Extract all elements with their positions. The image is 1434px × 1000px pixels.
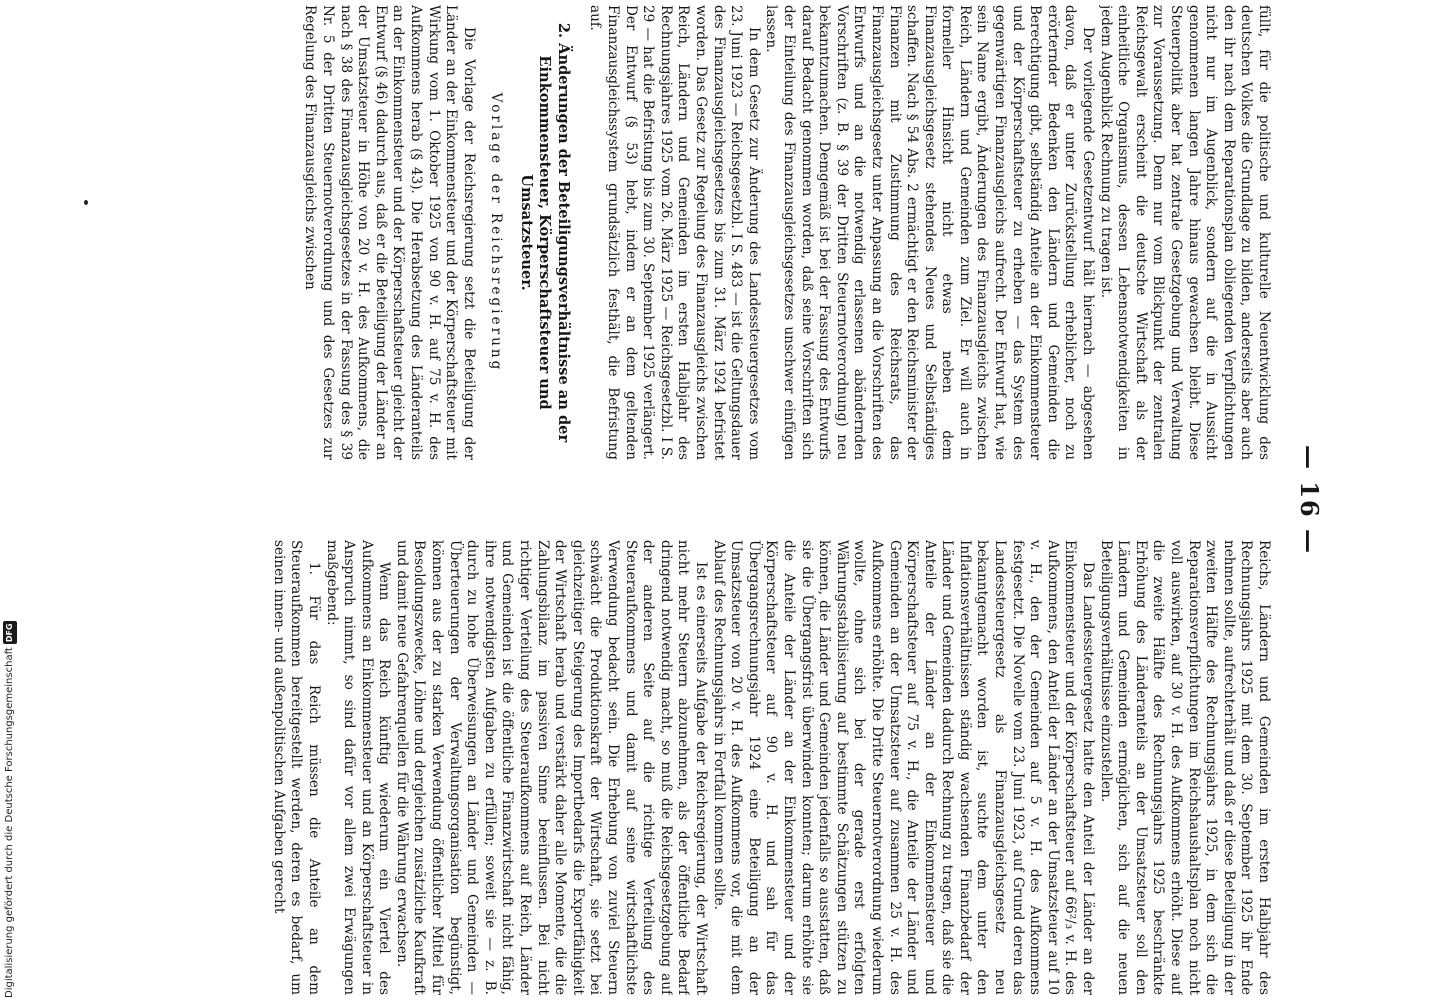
right-column bbox=[232, 540, 1272, 995]
rotated-document-page bbox=[162, 0, 1332, 1000]
digitization-footer bbox=[3, 608, 23, 998]
section-heading: 2. Änderungen der Beteiligungsverhältnisse an der Einkommensteuer, Körperschaftsteuer und Umsatzsteuer. bbox=[517, 22, 572, 443]
paragraph: In dem Gesetz zur Änderung des Landessteuergesetzes vom 23. Juni 1923 — Reichsgesetzbl. I S. 483 — ist die Geltungsdauer des Finanzausgleichsgesetzes bis zum 31. März 1924 befristet worden. Das Gesetz zur Regelung des Finanzausgleichs zwischen Reich, Ländern und Gemeinden im ersten Halbjahr des Rechnungsjahres 1925 vom 26. März 1925 — Reichsgesetzbl. I S. 29 — hat die Befristung bis zum 30. September 1925 verlängert. Der Entwurf (§ 53) hebt, indem er an dem geltenden Finanzausgleichssystem grundsätzlich festhält, die Befristung auf. bbox=[587, 5, 762, 460]
dfg-logo-icon: DFG bbox=[3, 621, 17, 644]
paragraph: Die Vorlage der Reichsregierung setzt die Beteiligung der Länder an der Einkommensteuer und der Körperschaftsteuer mit Wirkung vom 1. Oktober 1925 von 90 v. H. auf 75 v. H. des Aufkommens herab (§ 43). Die Herabsetzung des Länderanteils an der Einkommensteuer und der Körperschaftsteuer gleicht der Entwurf (§ 46) dadurch aus, daß er die Beteiligung der Länder an der Umsatzsteuer in Höhe von 20 v. H. des Aufkommens, die nach § 38 des Finanzausgleichsgesetzes in der Fassung des § 39 Nr. 5 der Dritten Steuernotverordnung und des Gesetzes zur Regelung des Finanzausgleichs zwischen bbox=[302, 5, 477, 460]
paragraph: Das Landessteuergesetz hatte den Anteil der Länder an der Einkommensteuer und der Körperschaftsteuer auf 66²/₃ v. H. des Aufkommens, den Anteil der Länder an der Umsatzsteuer auf 10 v. H., den der Gemeinden auf 5 v. H. des Aufkommens festgesetzt. Die Novelle vom 23. Juni 1923, auf Grund deren das Landessteuergesetz als Finanzausgleichsgesetz neu bekanntgemacht worden ist, suchte dem unter den Inflationsverhältnissen ständig wachsenden Finanzbedarf der Länder und Gemeinden dadurch Rechnung zu tragen, daß sie die Anteile der Länder an der Einkommensteuer und Körperschaftsteuer auf 75 v. H., die Anteile der Länder und Gemeinden an der Umsatzsteuer auf zusammen 25 v. H. des Aufkommens erhöhte. Die Dritte Steuernotverordnung wiederum wollte, ohne sich bei der gerade erst erfolgten Währungsstabilisierung auf bestimmte Schätzungen stützen zu können, die Länder und Gemeinden jedenfalls so ausstatten, daß sie die Übergangsfrist überwinden konnten; darum erhöhte sie die Anteile der Länder an der Einkommensteuer und der Körperschaftsteuer auf 90 v. H. und sah für das Übergangsrechnungsjahr 1924 eine Beteiligung an der Umsatzsteuer von 20 v. H. des Aufkommens vor, die mit dem Ablauf des Rechnungsjahrs in Fortfall kommen sollte. bbox=[710, 540, 1097, 995]
paragraph: Wenn das Reich künftig wiederum ein Viertel des Aufkommens an Einkommensteuer und an Körperschaftsteuer in Anspruch nimmt, so sind dafür vor allem zwei Erwägungen maßgebend: bbox=[323, 540, 393, 995]
paragraph: Reichs, Ländern und Gemeinden im ersten Halbjahr des Rechnungsjahrs 1925 mit dem 30. September 1925 ihr Ende nehmen sollte, aufrechterhält und daß er diese Beteiligung in der zweiten Hälfte des Rechnungsjahrs 1925, in dem sich die Reparationsverpflichtungen im Reichshaushaltsplan noch nicht voll auswirken, auf 30 v. H. des Aufkommens erhöht. Diese auf die zweite Hälfte des Rechnungsjahrs 1925 beschränkte Erhöhung des Länderanteils an der Umsatzsteuer soll den Ländern und Gemeinden ermöglichen, sich auf die neuen Beteiligungsverhältnisse einzustellen. bbox=[1097, 540, 1272, 995]
left-column bbox=[232, 5, 1272, 460]
paragraph: Der vorliegende Gesetzentwurf hält hiernach — abgesehen davon, daß er unter Zurückstellung erheblicher, noch zu erörternder Bedenken den Ländern und Gemeinden die Berechtigung gibt, selbständig Anteile an der Einkommensteuer und der Körperschaftsteuer zu erheben — das System des gegenwärtigen Finanzausgleichs aufrecht. Der Entwurf hat, wie sein Name ergibt, Änderungen des Finanzausgleichs zwischen Reich, Ländern und Gemeinden zum Ziel. Er will auch in formeller Hinsicht nicht etwas neben dem Finanzausgleichsgesetz stehendes Neues und Selbständiges schaffen. Nach § 54 Abs. 2 ermächtigt er den Reichsminister der Finanzen mit Zustimmung des Reichsrats, das Finanzausgleichsgesetz unter Anpassung an die Vorschriften des Entwurfs und an die notwendig erlassenen abändernden Vorschriften (z. B. § 39 der Dritten Steuernotverordnung) neu bekanntzumachen. Demgemäß ist bei der Fassung des Entwurfs darauf Bedacht genommen worden, daß seine Vorschriften sich der Einteilung des Finanzausgleichsgesetzes unschwer einfügen lassen. bbox=[763, 5, 1097, 460]
section-subheading: Vorlage der Reichsregierung bbox=[488, 92, 505, 373]
page-number: — 16 — bbox=[1295, 444, 1324, 556]
footer-text: Digitalisierung gefördert durch die Deutsche Forschungsgemeinschaft bbox=[4, 647, 15, 998]
paragraph: 1. Für das Reich müssen die Anteile an dem Steueraufkommen bereitgestellt werden, deren es bedarf, um seinen innen- und außenpolitischen Aufgaben gerecht bbox=[270, 540, 322, 995]
scan-speck bbox=[84, 200, 88, 205]
paragraph: Ist es einerseits Aufgabe der Reichsregierung, der Wirtschaft nicht mehr Steuern abzunehmen, als der öffentliche Bedarf dringend notwendig macht, so muß die Reichsgesetzgebung auf der anderen Seite auf die richtige Verteilung des Steueraufkommens und damit auf seine wirtschaftlichste Verwendung bedacht sein. Die Erhebung von zuviel Steuern schwächt die Produktionskraft der Wirtschaft, sie setzt bei gleichzeitiger Steigerung des Importbedarfs die Exportfähigkeit der Wirtschaft herab und verstärkt daher alle Momente, die die Zahlungsbilanz im passiven Sinne beeinflussen. Bei nicht richtiger Verteilung des Steueraufkommens auf Reich, Länder und Gemeinden ist die öffentliche Finanzwirtschaft nicht fähig, ihre notwendigsten Aufgaben zu erfüllen; soweit sie — z. B. durch zu hohe Überweisungen an Länder und Gemeinden — Überteuerungen der Verwaltungsorganisation begünstigt, können aus der zu starken Verwendung öffentlicher Mittel für Besoldungszwecke, Löhne und dergleichen zusätzliche Kaufkraft und damit neue Gefahrenquellen für die Währung erwachsen. bbox=[393, 540, 709, 995]
paragraph: füllt, für die politische und kulturelle Neuentwicklung des deutschen Volkes die Grundlage zu bilden, anderseits aber auch den ihr nach dem Reparationsplan obliegenden Verpflichtungen nicht nur im Augenblick, sondern auf die in Aussicht genommenen langen Jahre hinaus gewachsen bleibt. Diese Steuerpolitik aber hat zentrale Gesetzgebung und Verwaltung zur Voraussetzung. Denn nur vom Blickpunkt der zentralen Reichsgewalt erscheint die deutsche Wirtschaft als der einheitliche Organismus, dessen Lebensnotwendigkeiten in jedem Augenblick Rechnung zu tragen ist. bbox=[1097, 5, 1272, 460]
